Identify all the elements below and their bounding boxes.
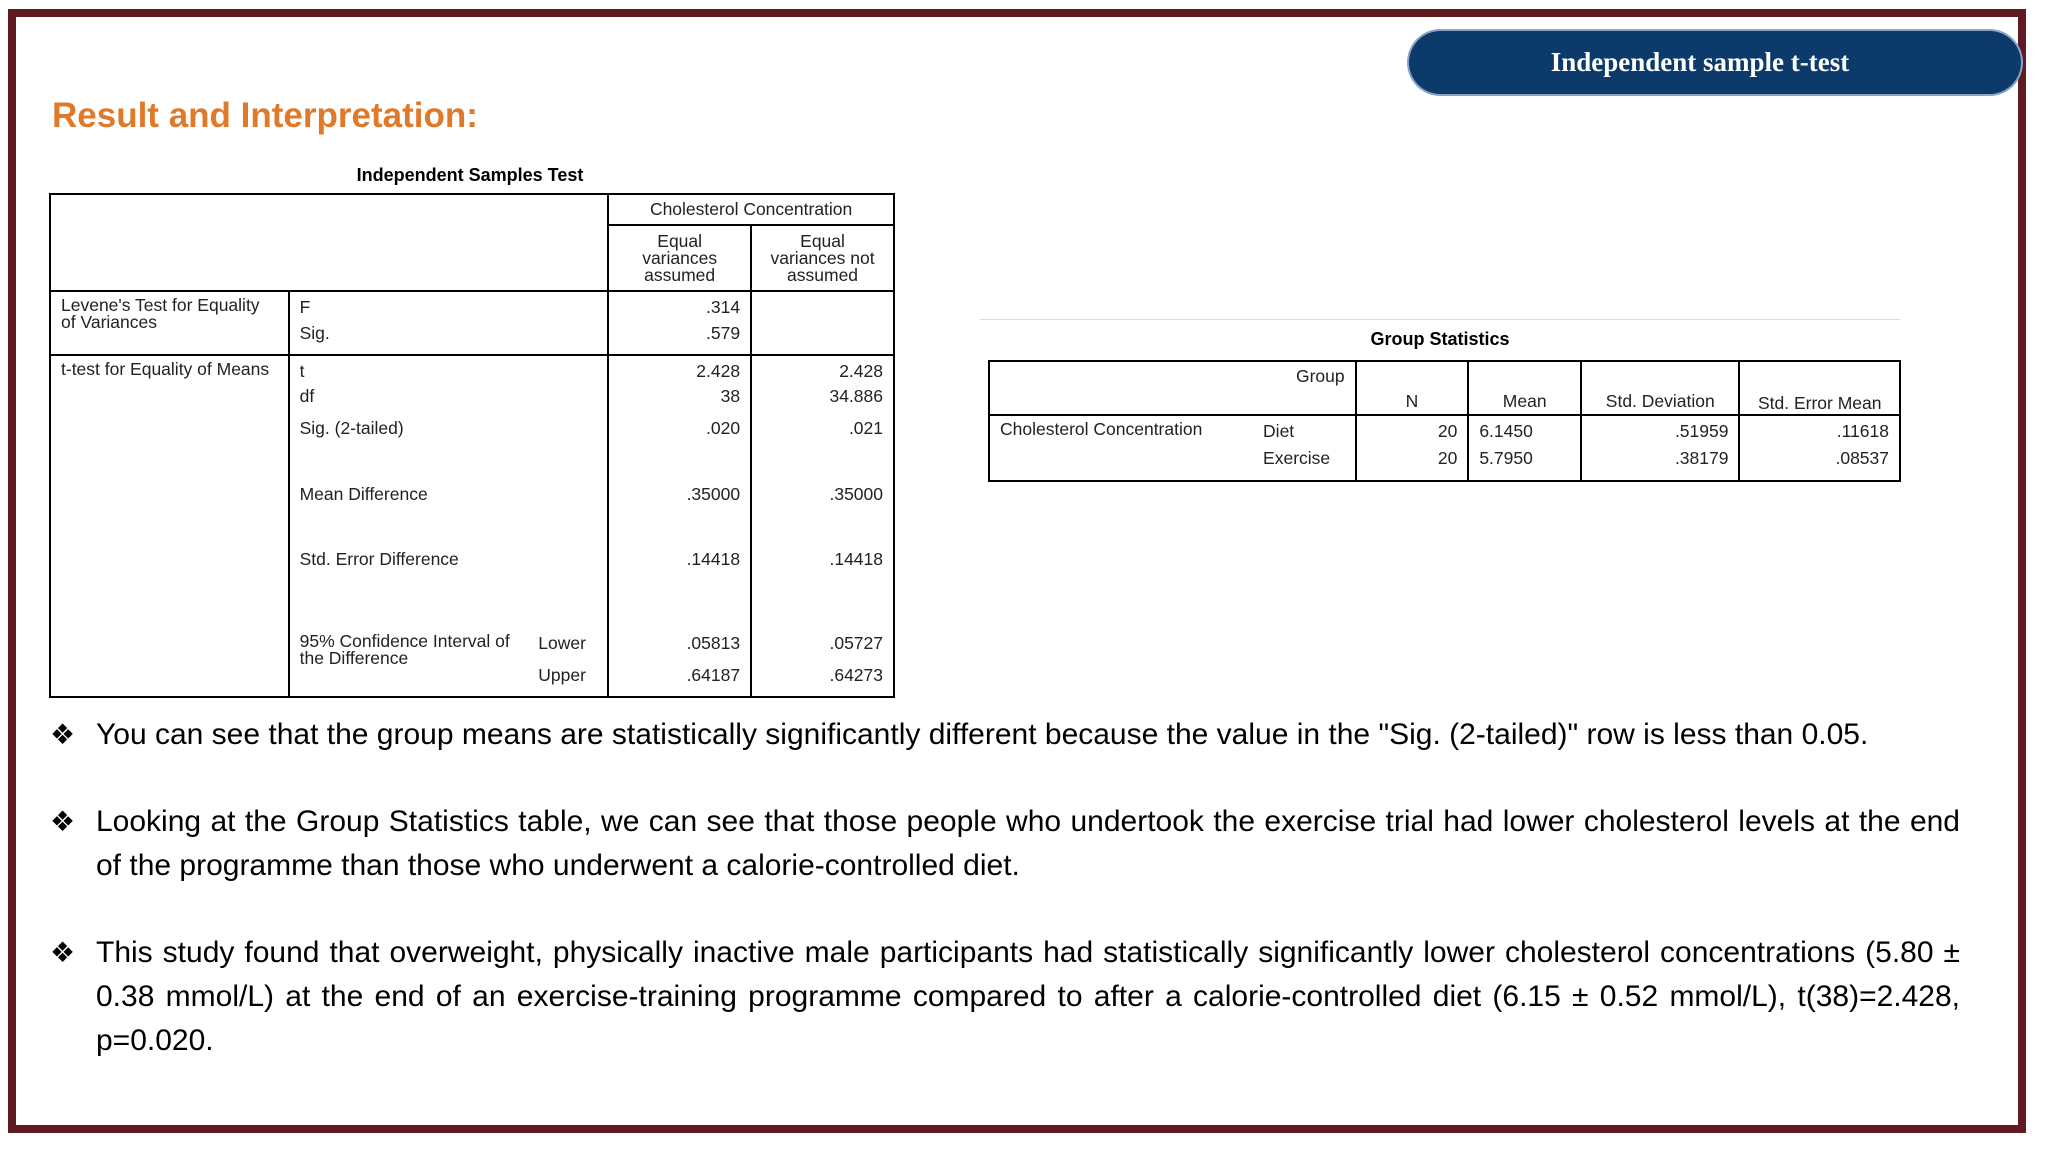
interpretation-bullets: [50, 713, 1960, 1106]
f-value-1: .314: [608, 291, 751, 323]
gs-var-label: Cholesterol Concentration: [989, 415, 1253, 481]
gs-sem-diet: .11618: [1739, 415, 1900, 448]
row-label-mean-diff: Mean Difference: [289, 484, 609, 549]
ttest-label: t-test for Equality of Means: [50, 355, 289, 697]
row-label-sig: Sig.: [289, 323, 609, 355]
row-label-lower: Lower: [528, 633, 608, 665]
lower-value-2: .05727: [751, 633, 894, 665]
bullet-text: This study found that overweight, physically inactive male participants had statistically significantly lower cholesterol concentrations (5.80 ± 0.38 mmol/L) at the end of an exercise-training programme compared to after a calorie-controlled diet (6.15 ± 0.52 mmol/L), t(38)=2.428, p=0.020.: [96, 936, 1960, 1057]
title-badge-text: Independent sample t-test: [1550, 47, 1850, 77]
gs-title: Group Statistics: [1370, 329, 1510, 349]
gs-group-diet: Diet: [1253, 415, 1356, 448]
sig2-value-1: .020: [608, 418, 751, 484]
diamond-bullet-icon: ❖: [50, 719, 76, 750]
gs-group-exercise: Exercise: [1253, 448, 1356, 481]
bullet-item: [50, 800, 1960, 888]
diamond-bullet-icon: ❖: [50, 806, 76, 837]
t-value-1: 2.428: [608, 355, 751, 386]
ist-col2-header: Equal variances not assumed: [751, 225, 894, 291]
ist-var-header: Cholesterol Concentration: [608, 194, 894, 225]
row-label-upper: Upper: [528, 665, 608, 697]
gs-mean-exercise: 5.7950: [1468, 448, 1581, 481]
t-value-2: 2.428: [751, 355, 894, 386]
sig-value-1: .579: [608, 323, 751, 355]
gs-header-sd: Std. Deviation: [1581, 361, 1739, 415]
gs-n-exercise: 20: [1356, 448, 1469, 481]
se-diff-value-1: .14418: [608, 549, 751, 633]
ist-col1-header: Equal variances assumed: [608, 225, 751, 291]
gs-sd-exercise: .38179: [1581, 448, 1739, 481]
gs-header-mean: Mean: [1468, 361, 1581, 415]
divider-line: [980, 319, 1900, 320]
upper-value-2: .64273: [751, 665, 894, 697]
row-label-df: df: [289, 386, 609, 418]
gs-header-n: N: [1356, 361, 1469, 415]
bullet-text: You can see that the group means are statistically significantly different because the value in the "Sig. (2-tailed)" row is less than 0.05.: [96, 718, 1869, 751]
mean-diff-value-1: .35000: [608, 484, 751, 549]
gs-sem-exercise: .08537: [1739, 448, 1900, 481]
gs-header-sem: Std. Error Mean: [1739, 361, 1900, 415]
ci-label: 95% Confidence Interval of the Difference: [289, 633, 529, 697]
se-diff-value-2: .14418: [751, 549, 894, 633]
section-heading: Result and Interpretation:: [52, 96, 478, 135]
sig-value-2: [751, 323, 894, 355]
row-label-sig2: Sig. (2-tailed): [289, 418, 609, 484]
title-badge: [1409, 31, 2021, 94]
group-statistics-table: [988, 360, 1901, 482]
row-label-se-diff: Std. Error Difference: [289, 549, 609, 633]
gs-header-group: Group: [989, 361, 1356, 415]
ist-header-blank: [50, 194, 608, 291]
row-label-f: F: [289, 291, 609, 323]
gs-mean-diet: 6.1450: [1468, 415, 1581, 448]
lower-value-1: .05813: [608, 633, 751, 665]
row-label-t: t: [289, 355, 609, 386]
bullet-item: [50, 931, 1960, 1063]
mean-diff-value-2: .35000: [751, 484, 894, 549]
ist-title: Independent Samples Test: [356, 165, 584, 185]
f-value-2: [751, 291, 894, 323]
independent-samples-table: [49, 193, 895, 698]
df-value-1: 38: [608, 386, 751, 418]
gs-n-diet: 20: [1356, 415, 1469, 448]
bullet-text: Looking at the Group Statistics table, we can see that those people who undertook the exercise trial had lower cholesterol levels at the end of the programme than those who underwent a calorie-controlled diet.: [96, 805, 1960, 882]
upper-value-1: .64187: [608, 665, 751, 697]
sig2-value-2: .021: [751, 418, 894, 484]
gs-sd-diet: .51959: [1581, 415, 1739, 448]
bullet-item: [50, 713, 1960, 757]
diamond-bullet-icon: ❖: [50, 937, 76, 968]
df-value-2: 34.886: [751, 386, 894, 418]
levene-label: Levene's Test for Equality of Variances: [50, 291, 289, 355]
